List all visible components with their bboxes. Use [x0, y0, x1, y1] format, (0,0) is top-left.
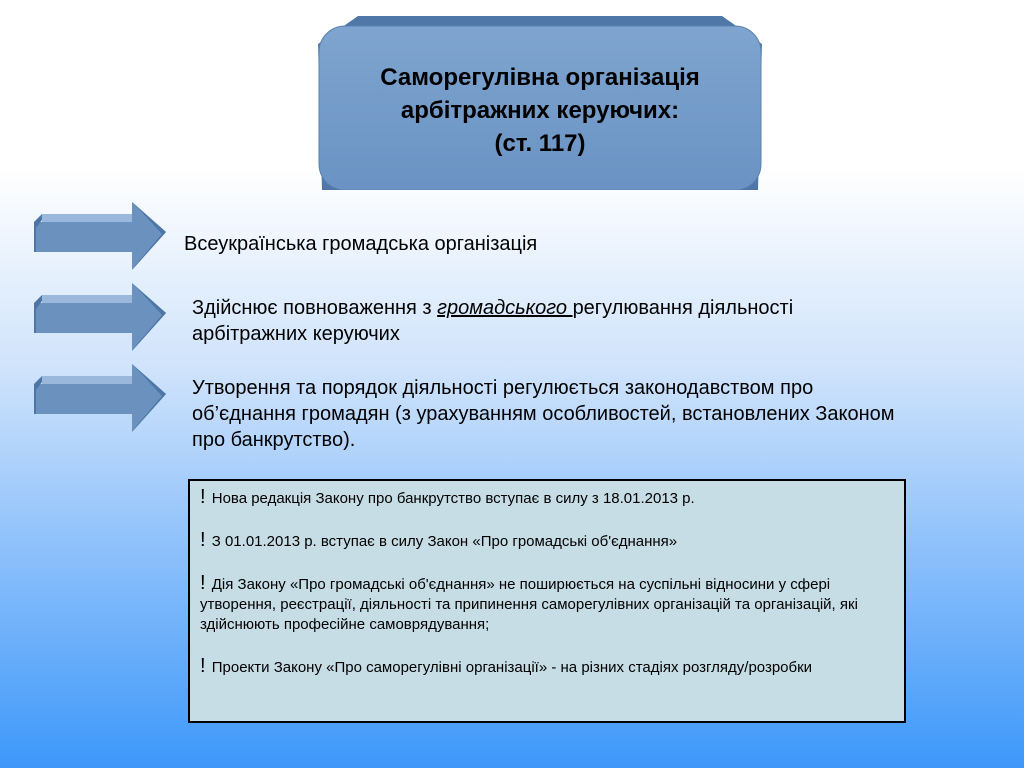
exclamation-icon: ! [200, 655, 206, 677]
item-2-emphasis: громадського [437, 297, 573, 319]
note-text: Дія Закону «Про громадські об'єднання» не поширюється на суспільні відносини у сфері утворення, реєстрації, діяльності та припинення саморегулівних організацій та організацій, які здійснюють професійне самоврядування; [200, 576, 858, 633]
item-2-text [192, 295, 912, 347]
exclamation-icon: ! [200, 529, 206, 551]
note-text: Нова редакція Закону про банкрутство вступає в силу з 18.01.2013 р. [211, 490, 695, 507]
note-item [200, 573, 894, 635]
title-box [318, 14, 762, 190]
title-line-3: (ст. 117) [494, 130, 586, 157]
item-1-text: Всеукраїнська громадська організація [184, 233, 538, 255]
item-3-text: Утворення та порядок діяльності регулюється законодавством про об’єднання громадян (з урахуванням особливостей, встановлених Законом про банкрутство). [192, 377, 895, 451]
notes-box [188, 479, 906, 723]
exclamation-icon: ! [200, 572, 206, 594]
title-line-2: арбітражних керуючих: [400, 97, 680, 124]
note-text: Проекти Закону «Про саморегулівні організації» - на різних стадіях розгляду/розробки [211, 659, 813, 676]
exclamation-icon: ! [200, 486, 206, 508]
item-2-text-after: регулювання діяльності арбітражних керуючих [192, 297, 794, 345]
arrow-icon [34, 281, 168, 353]
note-item [200, 656, 894, 678]
page-title [318, 61, 762, 160]
arrow-icon [34, 362, 168, 434]
arrow-icon [34, 200, 168, 272]
item-2-text-before: Здійснює повноваження з [192, 297, 438, 319]
title-line-1: Саморегулівна організація [380, 64, 700, 91]
note-text: З 01.01.2013 р. вступає в силу Закон «Про громадські об'єднання» [211, 533, 678, 550]
note-item [200, 530, 894, 552]
note-item [200, 487, 894, 509]
